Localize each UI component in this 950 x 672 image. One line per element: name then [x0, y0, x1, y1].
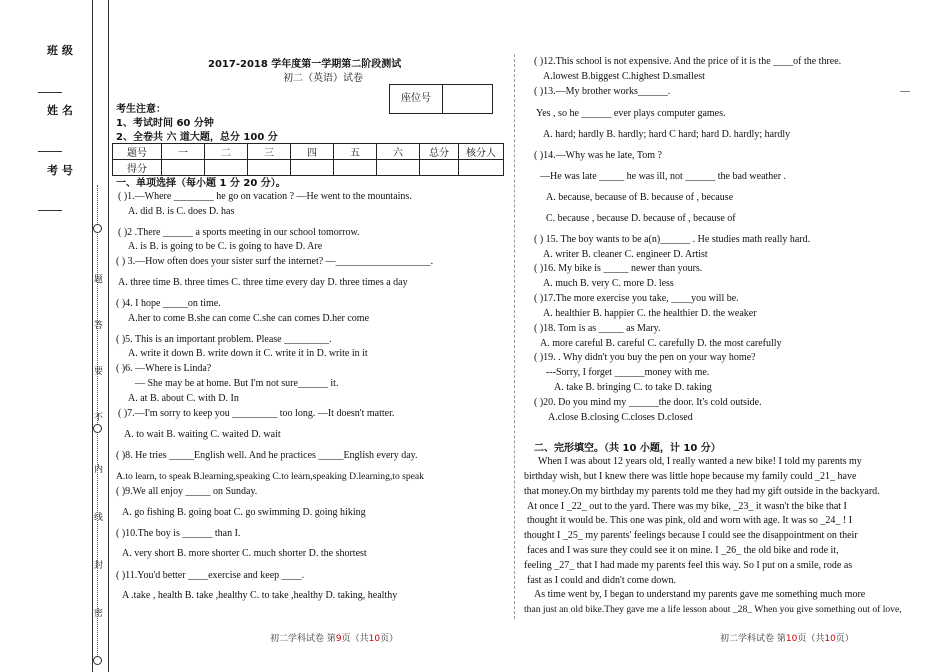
question-line: — She may be at home. But I'm not sure______ it.: [135, 378, 339, 389]
footer-text: 页）: [835, 634, 854, 644]
seat-number-label: 座位号: [390, 85, 443, 113]
score-cell: 核分人: [459, 144, 504, 160]
seal-char: 内: [94, 465, 104, 475]
exam-title: 2017-2018 学年度第一学期第二阶段测试: [208, 59, 402, 70]
question-line: ( ) 15. The boy wants to be a(n)______ . He studies math really hard.: [534, 234, 811, 245]
page-number: 10: [785, 634, 798, 644]
seal-char: 线: [94, 513, 104, 523]
passage-line: faces and I was sure they could see it on mine. I _26_ the old bike and rode it,: [527, 545, 839, 556]
seal-char: 题: [94, 275, 104, 285]
question-line: ( )4. I hope _____on time.: [116, 298, 221, 309]
seal-char: 答: [94, 321, 104, 331]
footer-text: 页）: [380, 634, 399, 644]
passage-line: When I was about 12 years old, I really wanted a new bike! I told my parents my: [538, 456, 862, 467]
notice-line-2: 2、全卷共 六 道大题，总分 100 分: [116, 132, 278, 143]
passage-line: At once I _22_ out to the yard. There was my bike, _23_ it wasn't the bike that I: [527, 501, 847, 512]
passage-line: thought I _25_ my parents' feelings because I could see the disappointment on their: [524, 530, 858, 541]
option-line: A.close B.closing C.closes D.closed: [548, 412, 693, 423]
question-line: ( )5. This is an important problem. Please _________.: [116, 334, 332, 345]
option-line: A. very short B. more shorter C. much shorter D. the shortest: [122, 548, 367, 559]
page-number: 9: [335, 634, 342, 644]
footer-text: 页（共: [341, 634, 369, 644]
footer-text: 初二学科试卷 第: [720, 634, 786, 644]
passage-line: As time went by, I began to understand my parents gave me something much more: [534, 589, 866, 600]
seal-char: 不: [94, 413, 104, 423]
dash-mark: —: [900, 86, 910, 97]
score-cell: 四: [291, 144, 334, 160]
seal-char: 要: [94, 367, 104, 377]
question-line: ( )11.You'd better ____exercise and keep ____.: [116, 570, 305, 581]
score-cell: 总分: [420, 144, 459, 160]
seat-number-box: [389, 84, 493, 114]
option-line: C. because , because D. because of , because of: [546, 213, 736, 224]
page-total: 10: [368, 634, 381, 644]
option-line: A. at B. about C. with D. In: [128, 393, 239, 404]
passage-line: birthday wish, but I knew there was little hope because my family could _21_ have: [524, 471, 857, 482]
option-line: A.lowest B.biggest C.highest D.smallest: [543, 71, 705, 82]
question-line: ( )9.We all enjoy _____ on Sunday.: [116, 486, 258, 497]
question-line: ( )2 .There ______ a sports meeting in our school tomorrow.: [118, 227, 360, 238]
question-line: ---Sorry, I forget ______money with me.: [546, 367, 710, 378]
score-cell: 五: [334, 144, 377, 160]
question-line: ( )6. —Where is Linda?: [116, 363, 212, 374]
question-line: Yes , so he ______ ever plays computer games.: [536, 108, 726, 119]
class-blank[interactable]: [38, 92, 62, 93]
option-line: A. did B. is C. does D. has: [128, 206, 235, 217]
question-line: ( )20. Do you mind my ______the door. It's cold outside.: [534, 397, 762, 408]
score-table-header-row: [113, 144, 504, 160]
option-line: A. is B. is going to be C. is going to have D. Are: [128, 241, 323, 252]
name-blank[interactable]: [38, 151, 62, 152]
score-cell: 三: [248, 144, 291, 160]
score-cell: 一: [162, 144, 205, 160]
option-line: A.to learn, to speak B.learning,speaking C.to learn,speaking D.learning,to speak: [116, 471, 424, 482]
option-line: A. healthier B. happier C. the healthier D. the weaker: [543, 308, 757, 319]
option-line: A. go fishing B. going boat C. go swimming D. going hiking: [122, 507, 366, 518]
passage-line: fast as I could and didn't come down.: [527, 575, 676, 586]
question-line: —He was late _____ he was ill, not ______ the bad weather .: [540, 171, 787, 182]
option-line: A. hard; hardly B. hardly; hard C hard; hard D. hardly; hardly: [543, 129, 791, 140]
number-blank[interactable]: [38, 210, 62, 211]
section-2-title: 二、完形填空。（共 10 小题，计 10 分）: [534, 443, 721, 454]
score-input[interactable]: [377, 160, 420, 176]
footer-left: [270, 631, 398, 644]
page-total: 10: [824, 634, 836, 644]
score-cell: 题号: [113, 144, 162, 160]
question-line: ( )16. My bike is _____ newer than yours.: [534, 263, 703, 274]
section-1-title: 一、单项选择（每小题 1 分 20 分）。: [116, 178, 286, 189]
binding-hole: [93, 224, 102, 233]
notice-heading: 考生注意：: [116, 104, 166, 115]
question-line: ( )13.—My brother works______.: [534, 86, 671, 97]
option-line: A. to wait B. waiting C. waited D. wait: [124, 429, 281, 440]
binding-line-outer: [92, 0, 93, 672]
question-line: ( ) 3.—How often does your sister surf the internet? —___________________.: [116, 256, 434, 267]
option-line: A. write it down B. write down it C. write it in D. write in it: [128, 348, 368, 359]
question-line: ( )19. . Why didn't you buy the pen on your way home?: [534, 352, 756, 363]
score-input[interactable]: [334, 160, 377, 176]
question-line: ( )8. He tries _____English well. And he practices _____English every day.: [116, 450, 418, 461]
binding-line-inner: [108, 0, 109, 672]
passage-line: feeling _27_ that I had made my parents feel this way. So I put on a smile, rode as: [524, 560, 853, 571]
option-line: A. take B. bringing C. to take D. taking: [554, 382, 712, 393]
option-line: A. much B. very C. more D. less: [543, 278, 674, 289]
score-input[interactable]: [459, 160, 504, 176]
footer-text: 页（共: [797, 634, 825, 644]
option-line: A. because, because of B. because of , because: [546, 192, 734, 203]
score-input[interactable]: [420, 160, 459, 176]
score-cell: 得分: [113, 160, 162, 176]
footer-text: 初二学科试卷 第: [270, 634, 336, 644]
binding-hole: [93, 424, 102, 433]
option-line: A. more careful B. careful C. carefully D. the most carefully: [540, 338, 782, 349]
question-line: ( )10.The boy is ______ than I.: [116, 528, 241, 539]
question-line: ( )7.—I'm sorry to keep you _________ too long. —It doesn't matter.: [118, 408, 395, 419]
passage-line: that money.On my birthday my parents told me they had my gift outside in the backyard.: [524, 486, 880, 497]
seal-char: 封: [94, 561, 104, 571]
question-line: ( )18. Tom is as _____ as Mary.: [534, 323, 661, 334]
seal-char: 密: [94, 609, 104, 619]
binding-hole: [93, 656, 102, 665]
option-line: A.her to come B.she can come C.she can comes D.her come: [128, 313, 370, 324]
column-divider: [514, 54, 515, 619]
name-label: 姓 名: [47, 104, 73, 117]
passage-line: than just an old bike.They gave me a life lesson about _28_ When you give something out of love,: [524, 604, 902, 615]
question-line: ( )1.—Where ________ he go on vacation ? —He went to the mountains.: [118, 191, 412, 202]
question-line: ( )12.This school is not expensive. And the price of it is the ____of the three.: [534, 56, 842, 67]
passage-line: thought it would be. This one was pink, old and worn with age. It was so _24_ ! I: [527, 515, 853, 526]
number-label: 考 号: [47, 164, 73, 177]
option-line: A. writer B. cleaner C. engineer D. Artist: [543, 249, 708, 260]
option-line: A .take , health B. take ,healthy C. to take ,healthy D. taking, healthy: [122, 590, 398, 601]
score-input[interactable]: [291, 160, 334, 176]
score-cell: 六: [377, 144, 420, 160]
question-line: ( )17.The more exercise you take, ____you will be.: [534, 293, 739, 304]
score-table: [112, 143, 504, 176]
class-label: 班 级: [47, 44, 73, 57]
exam-subtitle: 初二（英语）试卷: [283, 73, 363, 84]
notice-line-1: 1、考试时间 60 分钟: [116, 118, 214, 129]
option-line: A. three time B. three times C. three time every day D. three times a day: [118, 277, 408, 288]
question-line: ( )14.—Why was he late, Tom ?: [534, 150, 662, 161]
score-cell: 二: [205, 144, 248, 160]
footer-right: [720, 631, 854, 644]
